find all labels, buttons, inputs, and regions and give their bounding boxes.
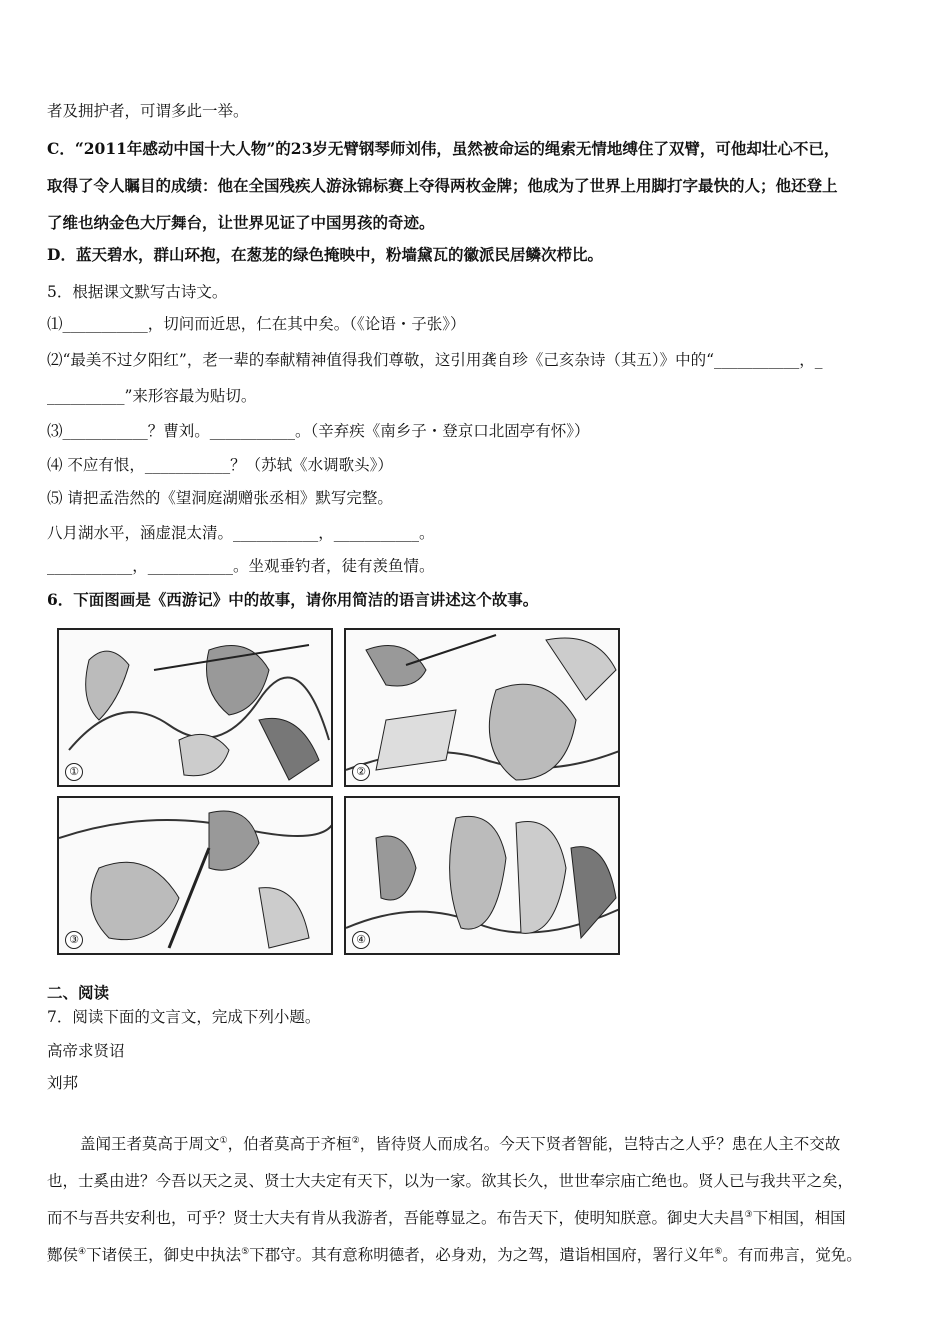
passage-author: 刘邦 — [47, 1074, 79, 1092]
intro-tail: 者及拥护者，可谓多此一举。 — [47, 102, 249, 120]
option-d: D．蓝天碧水，群山环抱，在葱茏的绿色掩映中，粉墙黛瓦的徽派民居鳞次栉比。 — [47, 245, 603, 264]
q5-item5: ⑸ 请把孟浩然的《望洞庭湖赠张丞相》默写完整。 — [47, 489, 393, 507]
passage-line4-b: 下诸侯王，御史中执法 — [86, 1246, 242, 1264]
q5-item3: ⑶___________？曹刘。___________。（辛弃疾《南乡子・登京口北固亭有怀》） — [47, 422, 590, 440]
section-reading-heading: 二、阅读 — [47, 983, 110, 1002]
passage-line1-a: 盖闻王者莫高于周文 — [80, 1135, 220, 1153]
passage-title: 高帝求贤诏 — [47, 1042, 125, 1060]
note-ref-4: ④ — [78, 1246, 87, 1257]
comic-panel-1 — [57, 628, 333, 787]
option-c-line3: 了维也纳金色大厅舞台，让世界见证了中国男孩的奇迹。 — [47, 213, 435, 232]
comic-panel-3 — [57, 796, 333, 955]
comic-panel-4 — [344, 796, 620, 955]
passage-line3 — [47, 1208, 846, 1228]
q6-title: 6．下面图画是《西游记》中的故事，请你用简洁的语言讲述这个故事。 — [47, 590, 539, 609]
q5-item5a: 八月湖水平，涵虚混太清。___________，___________。 — [47, 524, 435, 542]
q5-title: 5．根据课文默写古诗文。 — [47, 283, 228, 301]
passage-line2: 也，士奚由进？今吾以天之灵、贤士大夫定有天下，以为一家。欲其长久，世世奉宗庙亡绝也。贤人已与我共平之矣， — [47, 1172, 854, 1190]
passage-line4-c: 下郡守。其有意称明德者，必身劝，为之驾，遣诣相国府，署行义年 — [249, 1246, 715, 1264]
q5-item5b: ___________，___________。坐观垂钓者，徒有羡鱼情。 — [47, 557, 435, 575]
note-ref-5: ⑤ — [241, 1246, 250, 1257]
passage-line4 — [47, 1245, 862, 1265]
passage-line1-b: ，伯者莫高于齐桓 — [227, 1135, 352, 1153]
note-ref-1: ① — [219, 1135, 228, 1146]
option-c-line1: C．“2011年感动中国十大人物”的23岁无臂钢琴师刘伟，虽然被命运的绳索无情地缚住了双臂，可他却壮心不已， — [47, 139, 840, 158]
note-ref-3: ③ — [744, 1209, 753, 1220]
comic-panel-2 — [344, 628, 620, 787]
q5-item4: ⑷ 不应有恨，___________？（苏轼《水调歌头》） — [47, 456, 393, 474]
q5-item2b: __________”来形容最为贴切。 — [47, 387, 257, 405]
passage-line4-d: 。有而弗言，觉免。 — [722, 1246, 862, 1264]
passage-line1-c: ，皆待贤人而成名。今天下贤者智能，岂特古之人乎？患在人主不交故 — [359, 1135, 841, 1153]
passage-line3-a: 而不与吾共安利也，可乎？贤士大夫有肯从我游者，吾能尊显之。布告天下，使明知朕意。御史大夫昌 — [47, 1209, 745, 1227]
option-c-line2: 取得了令人瞩目的成绩：他在全国残疾人游泳锦标赛上夺得两枚金牌；他成为了世界上用脚打字最快的人；他还登上 — [47, 176, 838, 195]
note-ref-2: ② — [351, 1135, 360, 1146]
panel-number-2: ② — [352, 763, 370, 781]
passage-line4-a: 酂侯 — [47, 1246, 79, 1264]
panel-number-1: ① — [65, 763, 83, 781]
note-ref-6: ⑥ — [714, 1246, 723, 1257]
panel-number-4: ④ — [352, 931, 370, 949]
q5-item2a: ⑵“最美不过夕阳红”，老一辈的奉献精神值得我们尊敬，这引用龚自珍《己亥杂诗（其五）》中的“___________，_ — [47, 351, 823, 369]
passage-line1 — [80, 1134, 840, 1154]
journey-west-comic — [57, 628, 620, 956]
panel-number-3: ③ — [65, 931, 83, 949]
q5-item1: ⑴___________，切问而近思，仁在其中矣。（《论语・子张》） — [47, 315, 466, 333]
passage-line3-b: 下相国，相国 — [752, 1209, 846, 1227]
q7-title: 7．阅读下面的文言文，完成下列小题。 — [47, 1008, 321, 1026]
